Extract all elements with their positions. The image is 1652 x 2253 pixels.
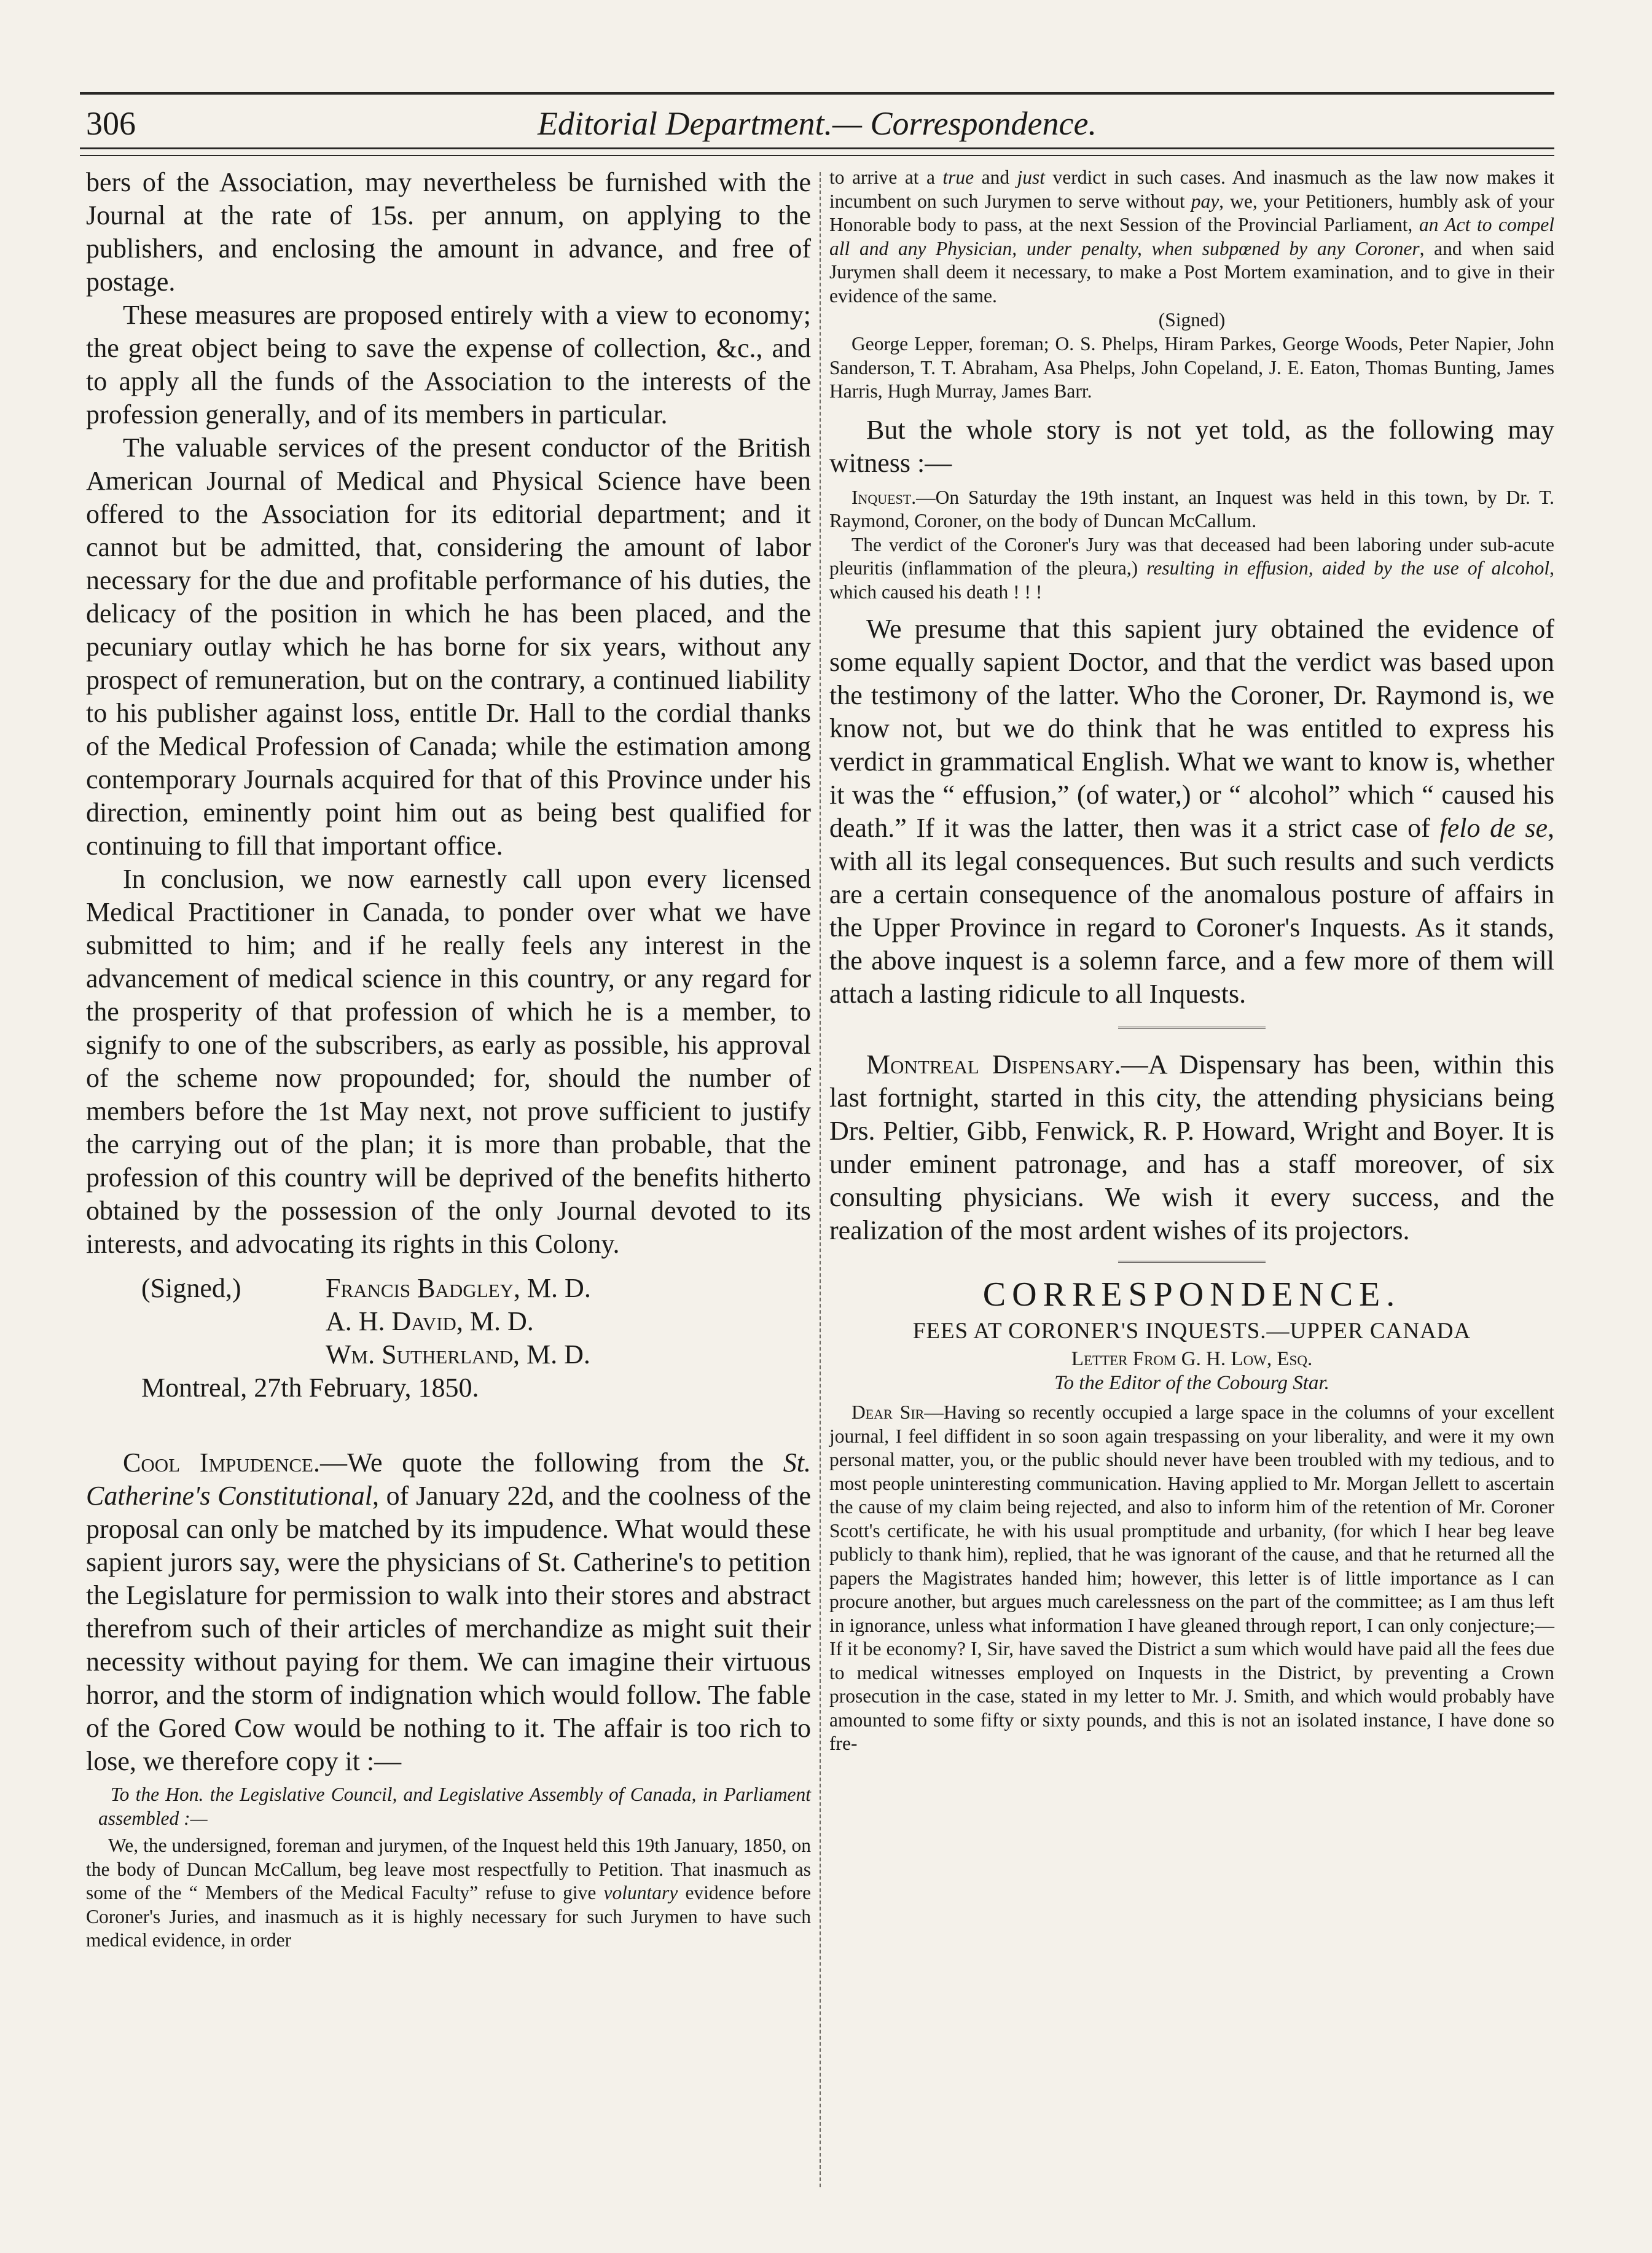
paragraph-cool-impudence: Cool Impudence.—We quote the following from the St. Catherine's Constitutional, of January 22d, and the coolness of the proposal can only be matched by its impudence. What would these sapient jurors say, were the physicians of St. Catherine's to petition the Legislature for permission to walk into their stores and abstract therefrom such of their articles of merchandize as might suit their necessity without paying for them. We can imagine their virtuous horror, and the storm of indignation which would follow. The fable of the Gored Cow would be nothing to it. The affair is too rich to lose, we therefore copy it :— (86, 1448, 811, 1776)
correspondence-title: CORRESPONDENCE. (982, 1275, 1401, 1314)
signed-label: (Signed,) (141, 1273, 241, 1303)
column-divider (820, 172, 821, 2187)
section-separator (1118, 1027, 1266, 1032)
correspondence-separator (1118, 1261, 1266, 1266)
letter-body: Dear Sir—Having so recently occupied a large space in the columns of your excellent journal, I feel diffident in so soon again trespassing on your liberality, and were it my own personal matter, you, or the public should never have been troubled with my tedious, and to most people uninteresting communication. Having applied to Mr. Morgan Jellett to ascertain the cause of my claim being rejected, and also to inform him of the retention of Mr. Coroner Scott's certificate, he with his usual promptitude and urbanity, (for which I hear beg leave publicly to thank him), replied, that he was ignorant of the cause, and that he returned all the papers the Magistrates handed him; however, this letter is of little importance as I can procure another, but argues much carelessness on the part of the committee; as I am thus left in ignorance, unless what information I have gleaned through report, I can only conjecture;—If it be economy? I, Sir, have saved the District a sum which would have paid all the fees due to medical witnesses employed on Inquests in the District, by preventing a Crown prosecution in the case, stated in my letter to Mr. J. Smith, and which would probably have amounted to some fifty or sixty pounds, and this is not an isolated instance, I have done so fre- (829, 1401, 1554, 1754)
signatory-sutherland: Wm. Sutherland, M. D. (326, 1339, 590, 1369)
petition-signed: (Signed) (1158, 309, 1226, 331)
petition-text: We, the undersigned, foreman and jurymen, of the Inquest held this 19th January, 1850, on the body of Duncan McCallum, beg leave most respectfully to Petition. That inasmuch as some of the “ Members of the Medical Faculty” refuse to give voluntary evidence before Coroner's Juries, and inasmuch as it is highly necessary for such Jurymen to have such medical evidence, in order (86, 1835, 811, 1951)
place-date: Montreal, 27th February, 1850. (141, 1373, 479, 1403)
paragraph-subscription: bers of the Association, may nevertheless be furnished with the Journal at the rate of 15s. per annum, on applying to the publishers, and enclosing the amount in advance, and free of postage. (86, 167, 811, 297)
paragraph-dispensary: Montreal Dispensary.—A Dispensary has been, within this last fortnight, started in this city, the attending physicians being Drs. Peltier, Gibb, Fenwick, R. P. Howard, Wright and Boyer. It is under eminent patronage, and has a staff moreover, of six consulting physicians. We wish it every success, and the realization of the most ardent wishes of its projectors. (829, 1049, 1555, 1245)
letter-from: Letter From G. H. Low, Esq. (1071, 1348, 1313, 1370)
paragraph-conclusion: In conclusion, we now earnestly call upon every licensed Medical Practitioner in Canada, to ponder over what we have submitted to him; and if he really feels any interest in the advancement of medical science in this country, or any regard for the prosperity of that profession of which he is a member, to signify to one of the subscribers, as early as possible, his approval of the scheme now propounded; for, should the number of members before the 1st May next, not prove sufficient to justify the carrying out of the plan; it is more than probable, that the profession of this country will be deprived of the benefits hitherto obtained by the possession of the only Journal devoted to its interests, and advocating its rights in this Colony. (86, 864, 811, 1259)
signatory-badgley: Francis Badgley, M. D. (326, 1273, 591, 1303)
petition-continued: to arrive at a true and just verdict in such cases. And inasmuch as the law now makes it incumbent on such Jurymen to serve without pay, we, your Petitioners, humbly ask of your Honorable body to pass, at the next Session of the Provincial Parliament, an Act to compel all and any Physician, under penalty, when subpœned by any Coroner, and when said Jurymen shall deem it necessary, to make a Post Mortem examination, and to give in their evidence of the same. (829, 167, 1555, 307)
signature-block (86, 1272, 811, 1371)
newspaper-title: St. Catherine's Constitutional (86, 1448, 811, 1511)
cool-impudence-heading: Cool Impudence. (123, 1448, 320, 1478)
signatory-david: A. H. David, M. D. (326, 1306, 534, 1336)
fees-heading: FEES AT CORONER'S INQUESTS.—UPPER CANADA (912, 1318, 1471, 1344)
page-number: 306 (86, 105, 136, 142)
paragraph-economy: These measures are proposed entirely with a view to economy; the great object being to save the expense of collection, &c., and to apply all the funds of the Association to the interests of the profession generally, and of its members in particular. (86, 300, 811, 429)
to-editor: To the Editor of the Cobourg Star. (1054, 1372, 1329, 1394)
right-column (829, 166, 1554, 1756)
jurors-names: George Lepper, foreman; O. S. Phelps, Hiram Parkes, George Woods, Peter Napier, John Sanderson, T. T. Abraham, Asa Phelps, John Copeland, J. E. Eaton, Thomas Bunting, James Harris, Hugh Murray, James Barr. (829, 333, 1554, 402)
left-column (86, 166, 811, 1953)
paragraph-whole-story: But the whole story is not yet told, as the following may witness :— (829, 414, 1554, 478)
paragraph-conductor: The valuable services of the present conductor of the British American Journal of Medical and Physical Science have been offered to the Association for its editorial department; and it cannot but be admitted, that, considering the amount of labor necessary for the due and profitable performance of his duties, the delicacy of the position in which he has been placed, and the pecuniary outlay which he has borne for six years, without any prospect of remuneration, but on the contrary, a continued liability to his publisher against loss, entitle Dr. Hall to the cordial thanks of the Medical Profession of Canada; while the estimation among contemporary Journals acquired for that of this Province under his direction, eminently point him out as being best qualified for continuing to fill that important office. (86, 433, 811, 861)
page-header (86, 98, 1548, 147)
petition-address: To the Hon. the Legislative Council, and Legislative Assembly of Canada, in Parliament assembled :— (98, 1784, 811, 1829)
header-rule-thin (80, 155, 1554, 156)
running-head: Editorial Department.— Correspondence. (538, 105, 1097, 142)
dispensary-heading: Montreal Dispensary. (866, 1049, 1121, 1079)
header-rule (80, 147, 1554, 149)
inquest-verdict: The verdict of the Coroner's Jury was that deceased had been laboring under sub-acute pleuritis (inflammation of the pleura,) resulting in effusion, aided by the use of alcohol, which caused his death ! ! ! (829, 533, 1554, 603)
top-rule (80, 92, 1554, 95)
paragraph-presume: We presume that this sapient jury obtained the evidence of some equally sapient Doctor, and that the verdict was based upon the testimony of the latter. Who the Coroner, Dr. Raymond is, we know not, but we do think that he was entitled to express his verdict in grammatical English. What we want to know is, whether it was the “ effusion,” (of water,) or “ alcohol” which “ caused his death.” If it was the latter, then was it a strict case of felo de se, with all its legal consequences. But such results and such verdicts are a certain consequence of the anomalous posture of affairs in the Upper Province in regard to Coroner's Inquests. As it stands, the above inquest is a solemn farce, and a few more of them will attach a lasting ridicule to all Inquests. (829, 614, 1554, 1009)
inquest-notice: Inquest.—On Saturday the 19th instant, an Inquest was held in this town, by Dr. T. Raymond, Coroner, on the body of Duncan McCallum. (829, 486, 1554, 531)
